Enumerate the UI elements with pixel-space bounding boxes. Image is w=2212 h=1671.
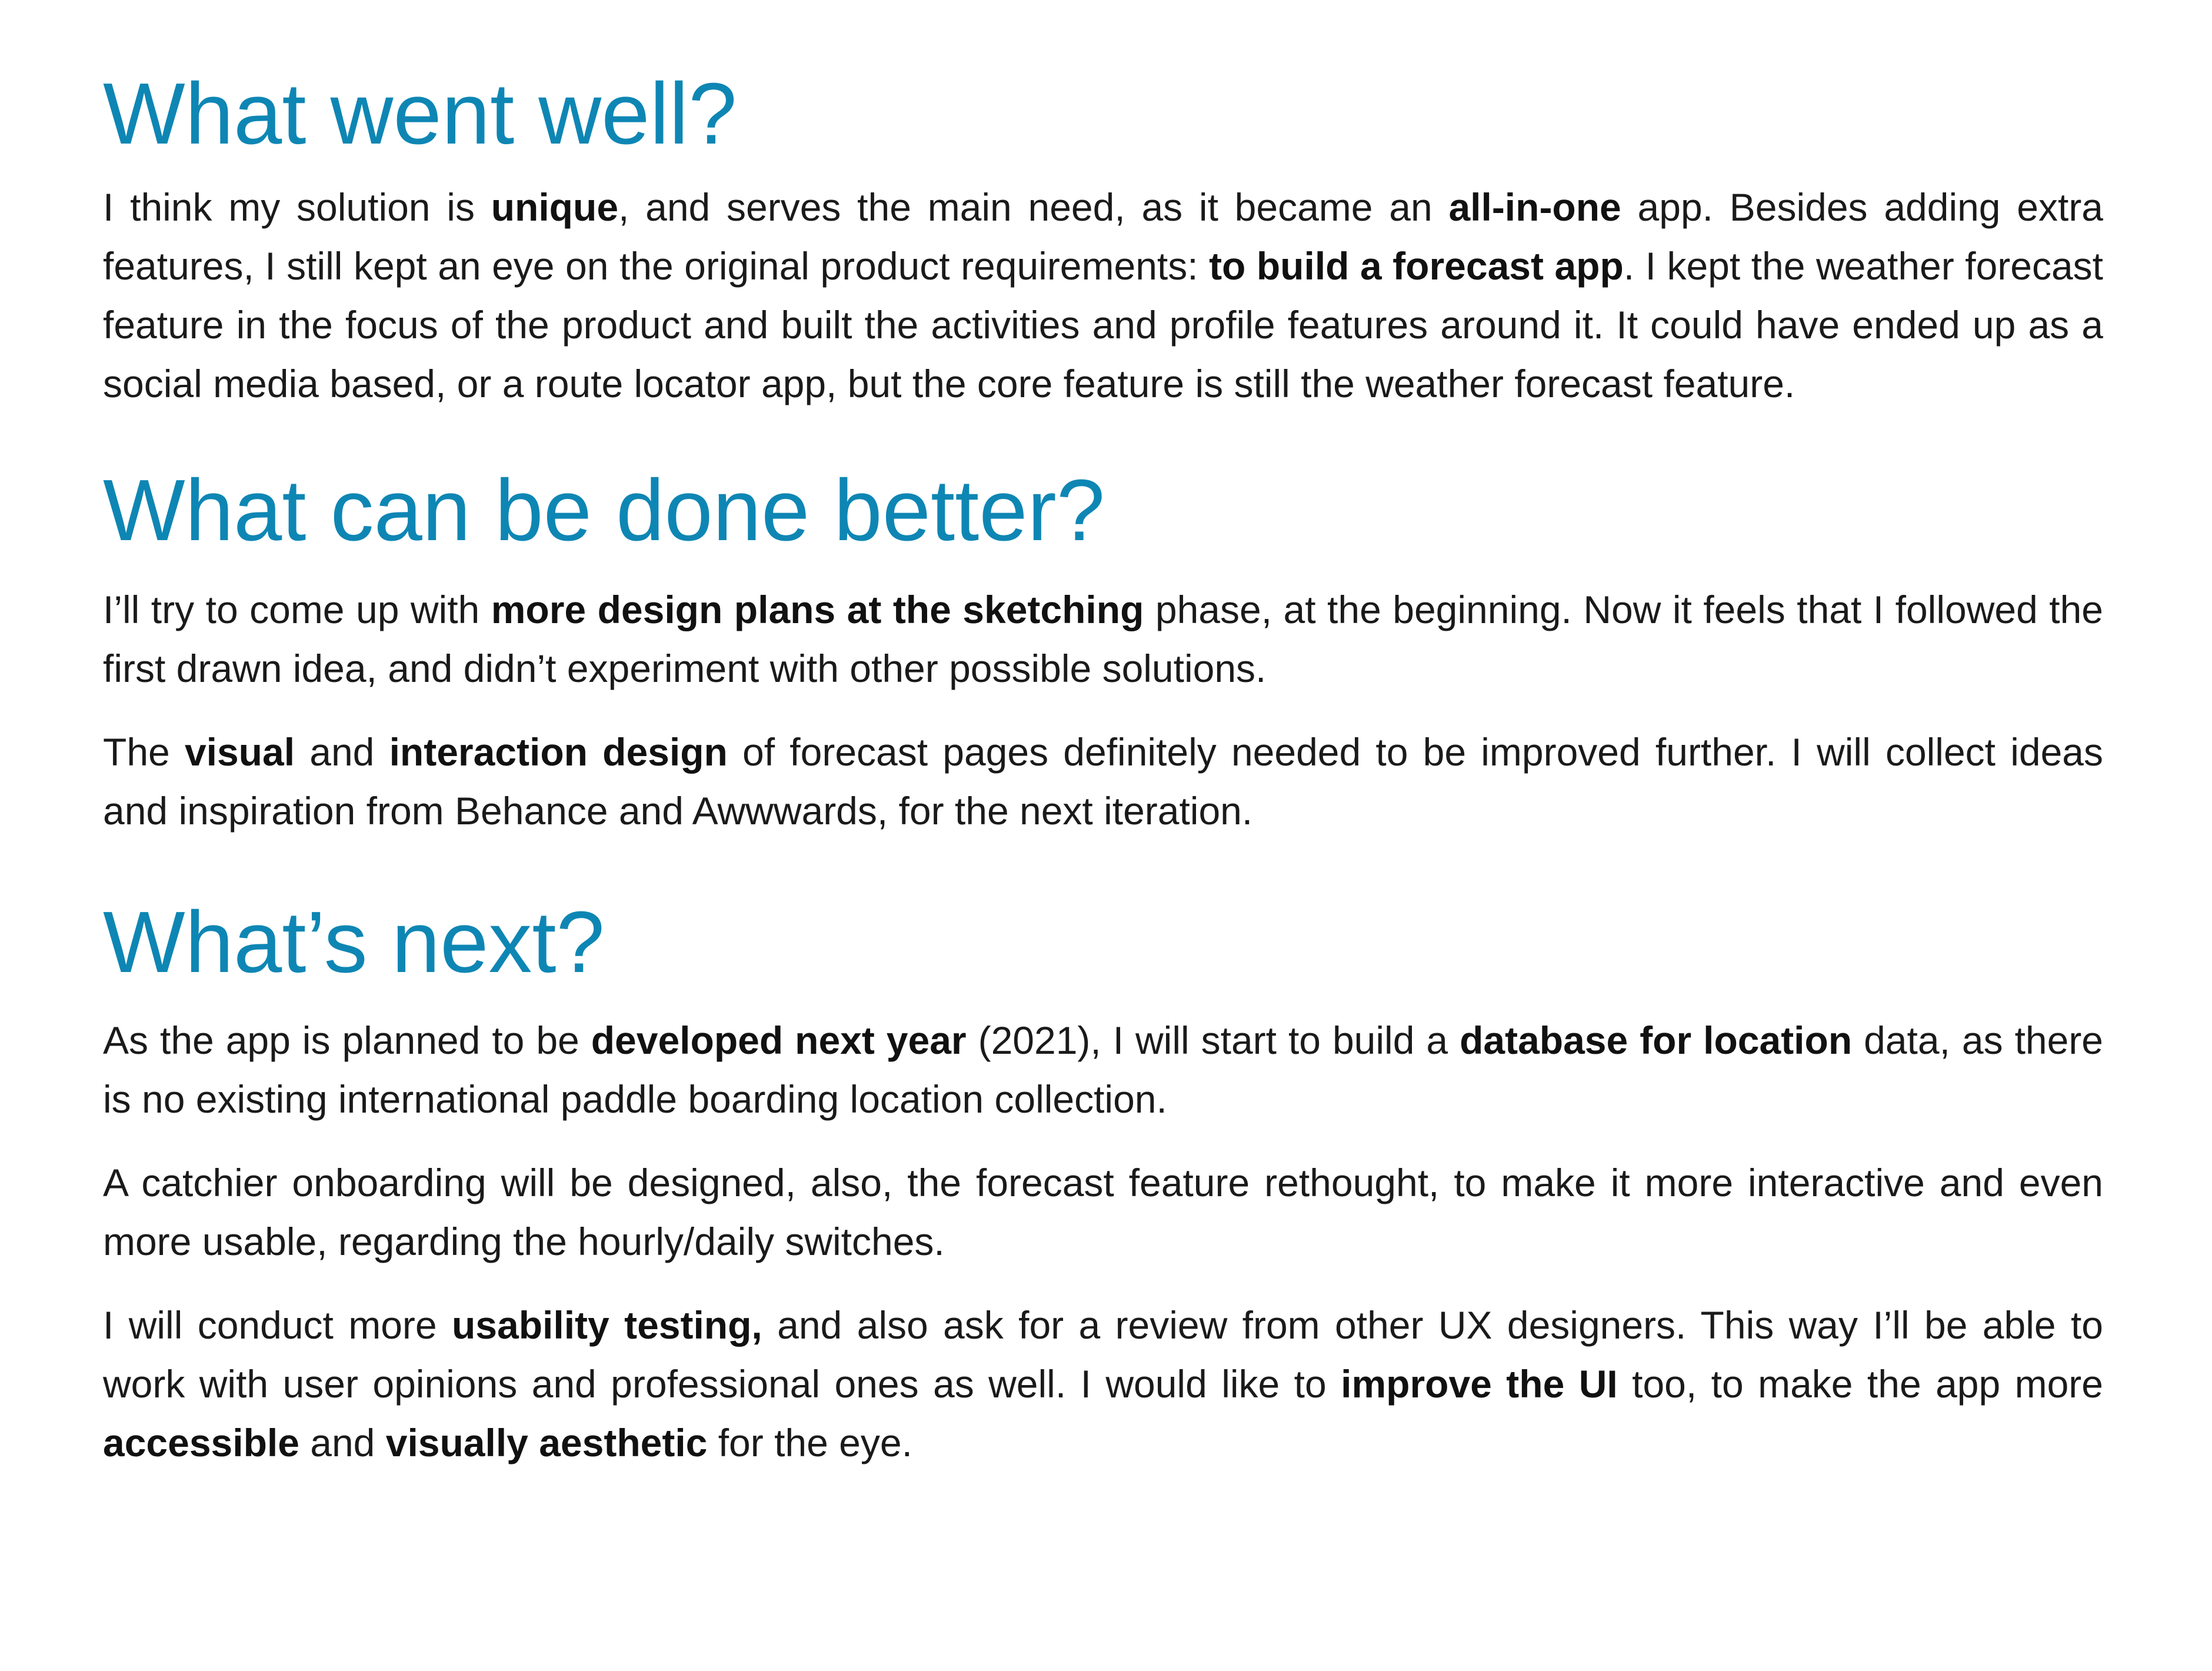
emphasis-design-plans: more design plans at the sketching — [491, 588, 1144, 631]
heading-what-can-be-done-better: What can be done better? — [103, 462, 1105, 559]
text-run: I think my solution is — [103, 185, 491, 229]
emphasis-visually-aesthetic: visually aesthetic — [385, 1421, 708, 1464]
text-run: . I kept the weather forecast feature in the focus of the product and built the activities and profile features around it. It could have ended up as a social media based, or a route locator app, but the core feature is still the weather forecast feature. — [103, 244, 2104, 405]
paragraph-better-visual — [103, 723, 2103, 840]
emphasis-improve-ui: improve the UI — [1341, 1362, 1618, 1406]
text-run: I will conduct more — [103, 1303, 452, 1347]
emphasis-usability-testing: usability testing, — [451, 1303, 762, 1347]
paragraph-next-onboarding — [103, 1153, 2103, 1271]
text-run: I’ll try to come up with — [103, 588, 491, 631]
paragraph-better-sketching — [103, 580, 2103, 698]
text-run: A catchier onboarding will be designed, also, the forecast feature rethought, to make it more interactive and even more usable, regarding the hourly/daily switches. — [103, 1161, 2103, 1263]
text-run: and — [299, 1421, 386, 1464]
text-run: app. Besides adding extra features, I still kept an eye on the original product requirements: — [103, 185, 2104, 288]
emphasis-accessible: accessible — [103, 1421, 299, 1464]
text-run: and also ask for a review from other UX designers. This way I’ll be able to work with user opinions and professional ones as well. I would like to — [103, 1303, 2103, 1406]
text-run: for the eye. — [707, 1421, 912, 1464]
text-run: (2021), I will start to build a — [966, 1018, 1460, 1062]
text-run: data, as there is no existing international paddle boarding location collection. — [103, 1018, 2104, 1121]
text-run: too, to make the app more — [1617, 1362, 2103, 1406]
emphasis-build-forecast-app: to build a forecast app — [1209, 244, 1624, 288]
paragraph-went-well — [103, 178, 2103, 413]
text-run: , and serves the main need, as it became an — [618, 185, 1449, 229]
emphasis-database-location: database for location — [1460, 1018, 1853, 1062]
text-run: As the app is planned to be — [103, 1018, 591, 1062]
emphasis-visual: visual — [184, 730, 295, 774]
text-run: and — [295, 730, 389, 774]
heading-whats-next: What’s next? — [103, 894, 605, 991]
emphasis-all-in-one: all-in-one — [1448, 185, 1621, 229]
emphasis-developed-next-year: developed next year — [591, 1018, 967, 1062]
emphasis-unique: unique — [491, 185, 619, 229]
document-page — [103, 65, 2104, 1472]
paragraph-next-usability — [103, 1296, 2103, 1472]
text-run: phase, at the beginning. Now it feels that I followed the first drawn idea, and didn’t experiment with other possible solutions. — [103, 588, 2103, 690]
emphasis-interaction-design: interaction design — [389, 730, 728, 774]
heading-what-went-well: What went well? — [103, 65, 737, 162]
text-run: The — [103, 730, 185, 774]
paragraph-next-database — [103, 1011, 2103, 1129]
text-run: of forecast pages definitely needed to be improved further. I will collect ideas and inspiration from Behance and Awwwards, for the next iteration. — [103, 730, 2103, 833]
